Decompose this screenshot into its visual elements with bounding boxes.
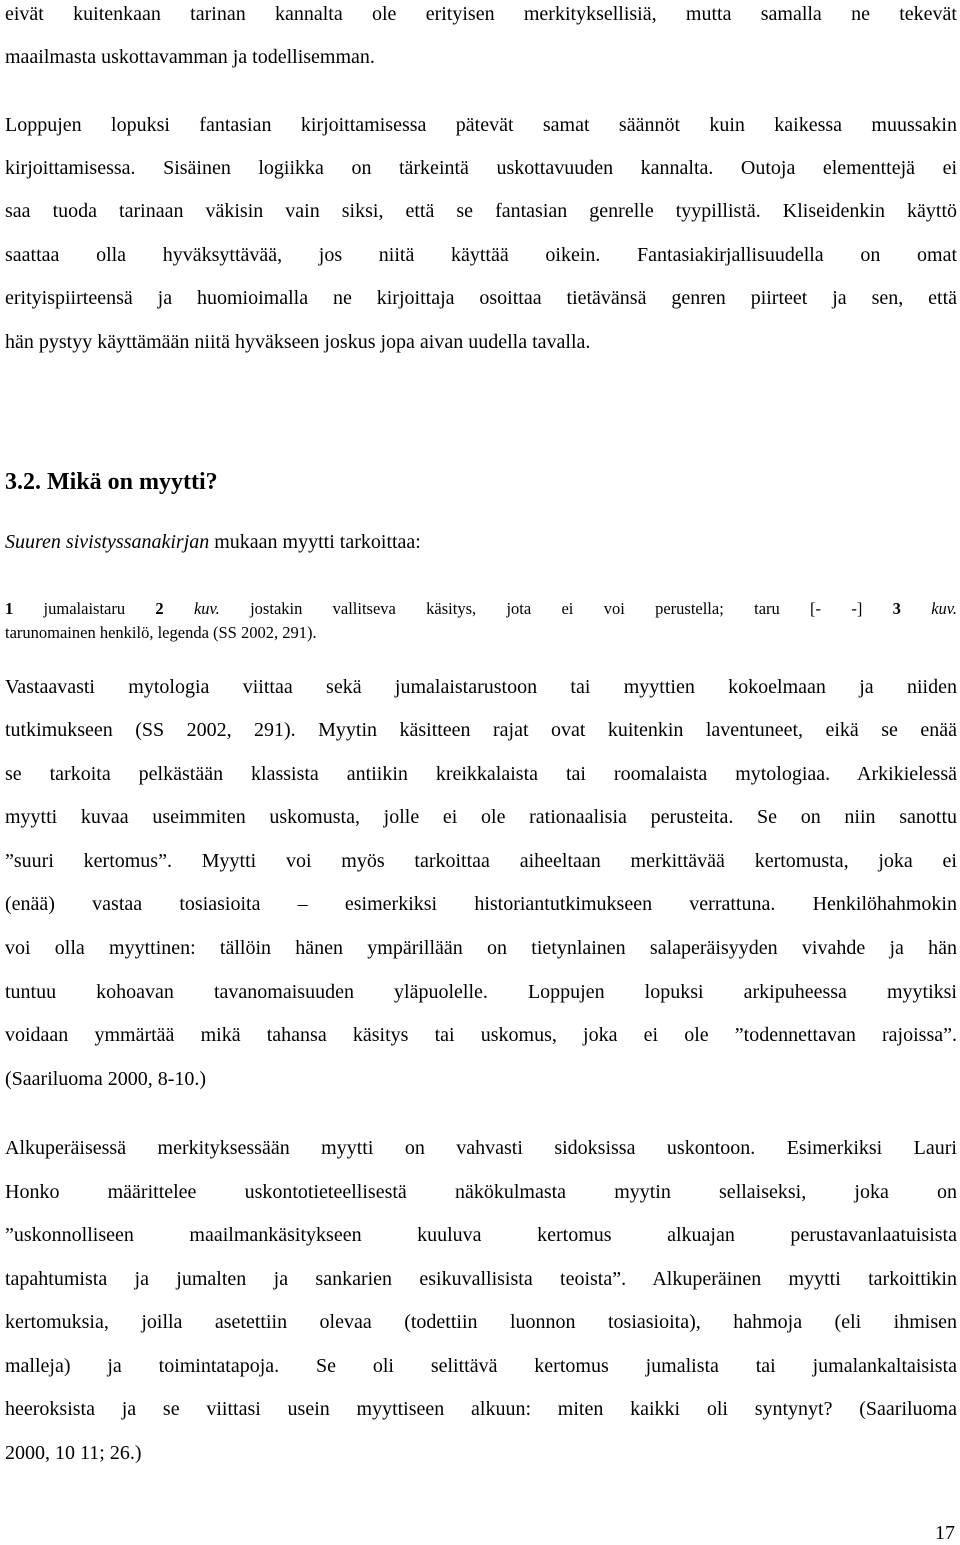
paragraph-3-line-3: se tarkoita pelkästään klassista antiikin kreikkalaista tai roomalaista mytologiaa. Arkikielessä bbox=[5, 763, 957, 785]
paragraph-2-line-2: kirjoittamisessa. Sisäinen logiikka on tärkeintä uskottavuuden kannalta. Outoja elementtejä ei bbox=[5, 157, 957, 179]
section-heading: 3.2. Mikä on myytti? bbox=[5, 469, 218, 495]
intro-text: mukaan myytti tarkoittaa: bbox=[209, 531, 421, 553]
paragraph-3-line-4: myytti kuvaa useimmiten uskomusta, jolle ei ole rationaalisia perusteita. Se on niin sanottu bbox=[5, 806, 957, 828]
paragraph-2-line-4: saattaa olla hyväksyttävää, jos niitä käyttää oikein. Fantasiakirjallisuudella on omat bbox=[5, 244, 957, 266]
paragraph-4-line-8: 2000, 10 11; 26.) bbox=[5, 1442, 142, 1464]
paragraph-2-line-1: Loppujen lopuksi fantasian kirjoittamisessa pätevät samat säännöt kuin kaikessa muussakin bbox=[5, 114, 957, 136]
intro-line bbox=[5, 530, 957, 554]
paragraph-3-line-1: Vastaavasti mytologia viittaa sekä jumalaistarustoon tai myyttien kokoelmaan ja niiden bbox=[5, 676, 957, 698]
paragraph-2-line-6: hän pystyy käyttämään niitä hyväkseen joskus jopa aivan uudella tavalla. bbox=[5, 331, 591, 353]
paragraph-3-line-6: (enää) vastaa tosiasioita – esimerkiksi historiantutkimukseen verrattuna. Henkilöhahmokin bbox=[5, 893, 957, 915]
paragraph-4-line-2: Honko määrittelee uskontotieteellisestä näkökulmasta myytin sellaiseksi, joka on bbox=[5, 1181, 957, 1203]
paragraph-4-line-3: ”uskonnolliseen maailmankäsitykseen kuuluva kertomus alkuajan perustavanlaatuisista bbox=[5, 1224, 957, 1246]
paragraph-4-line-1: Alkuperäisessä merkityksessään myytti on vahvasti sidoksissa uskontoon. Esimerkiksi Lauri bbox=[5, 1137, 957, 1159]
paragraph-3-line-9: voidaan ymmärtää mikä tahansa käsitys tai uskomus, joka ei ole ”todennettavan rajoissa”. bbox=[5, 1024, 957, 1046]
page-number: 17 bbox=[935, 1522, 955, 1544]
paragraph-3-line-2: tutkimukseen (SS 2002, 291). Myytin käsitteen rajat ovat kuitenkin laventuneet, eikä se enää bbox=[5, 719, 957, 741]
paragraph-2-line-3: saa tuoda tarinaan väkisin vain siksi, että se fantasian genrelle tyypillistä. Kliseidenkin käyttö bbox=[5, 200, 957, 222]
paragraph-2-line-5: erityispiirteensä ja huomioimalla ne kirjoittaja osoittaa tietävänsä genren piirteet ja sen, että bbox=[5, 287, 957, 309]
paragraph-4-line-7: heeroksista ja se viittasi usein myyttiseen alkuun: miten kaikki oli syntynyt? (Saariluoma bbox=[5, 1398, 957, 1420]
definition-line-2: tarunomainen henkilö, legenda (SS 2002, 291). bbox=[5, 623, 317, 642]
paragraph-3-line-7: voi olla myyttinen: tällöin hänen ympärillään on tietynlainen salaperäisyyden vivahde ja hän bbox=[5, 937, 957, 959]
paragraph-4-line-4: tapahtumista ja jumalten ja sankarien esikuvallisista teoista”. Alkuperäinen myytti tarkoittikin bbox=[5, 1268, 957, 1290]
paragraph-1-line-1: eivät kuitenkaan tarinan kannalta ole erityisen merkityksellisiä, mutta samalla ne tekevät bbox=[5, 3, 957, 25]
paragraph-4-line-6: malleja) ja toimintatapoja. Se oli selittävä kertomus jumalista tai jumalankaltaisista bbox=[5, 1355, 957, 1377]
paragraph-4-line-5: kertomuksia, joilla asetettiin olevaa (todettiin luonnon tosiasioita), hahmoja (eli ihmisen bbox=[5, 1311, 957, 1333]
paragraph-3-line-10: (Saariluoma 2000, 8-10.) bbox=[5, 1068, 207, 1090]
paragraph-3-line-8: tuntuu kohoavan tavanomaisuuden yläpuolelle. Loppujen lopuksi arkipuheessa myytiksi bbox=[5, 981, 957, 1003]
paragraph-3-line-5: ”suuri kertomus”. Myytti voi myös tarkoittaa aiheeltaan merkittävää kertomusta, joka ei bbox=[5, 850, 957, 872]
source-title: Suuren sivistyssanakirjan bbox=[5, 531, 210, 553]
definition-line-1: 1 jumalaistaru 2 kuv. jostakin vallitseva käsitys, jota ei voi perustella; taru [- -] 3 kuv. bbox=[5, 599, 958, 618]
paragraph-1-line-2: maailmasta uskottavamman ja todellisemman. bbox=[5, 46, 375, 68]
